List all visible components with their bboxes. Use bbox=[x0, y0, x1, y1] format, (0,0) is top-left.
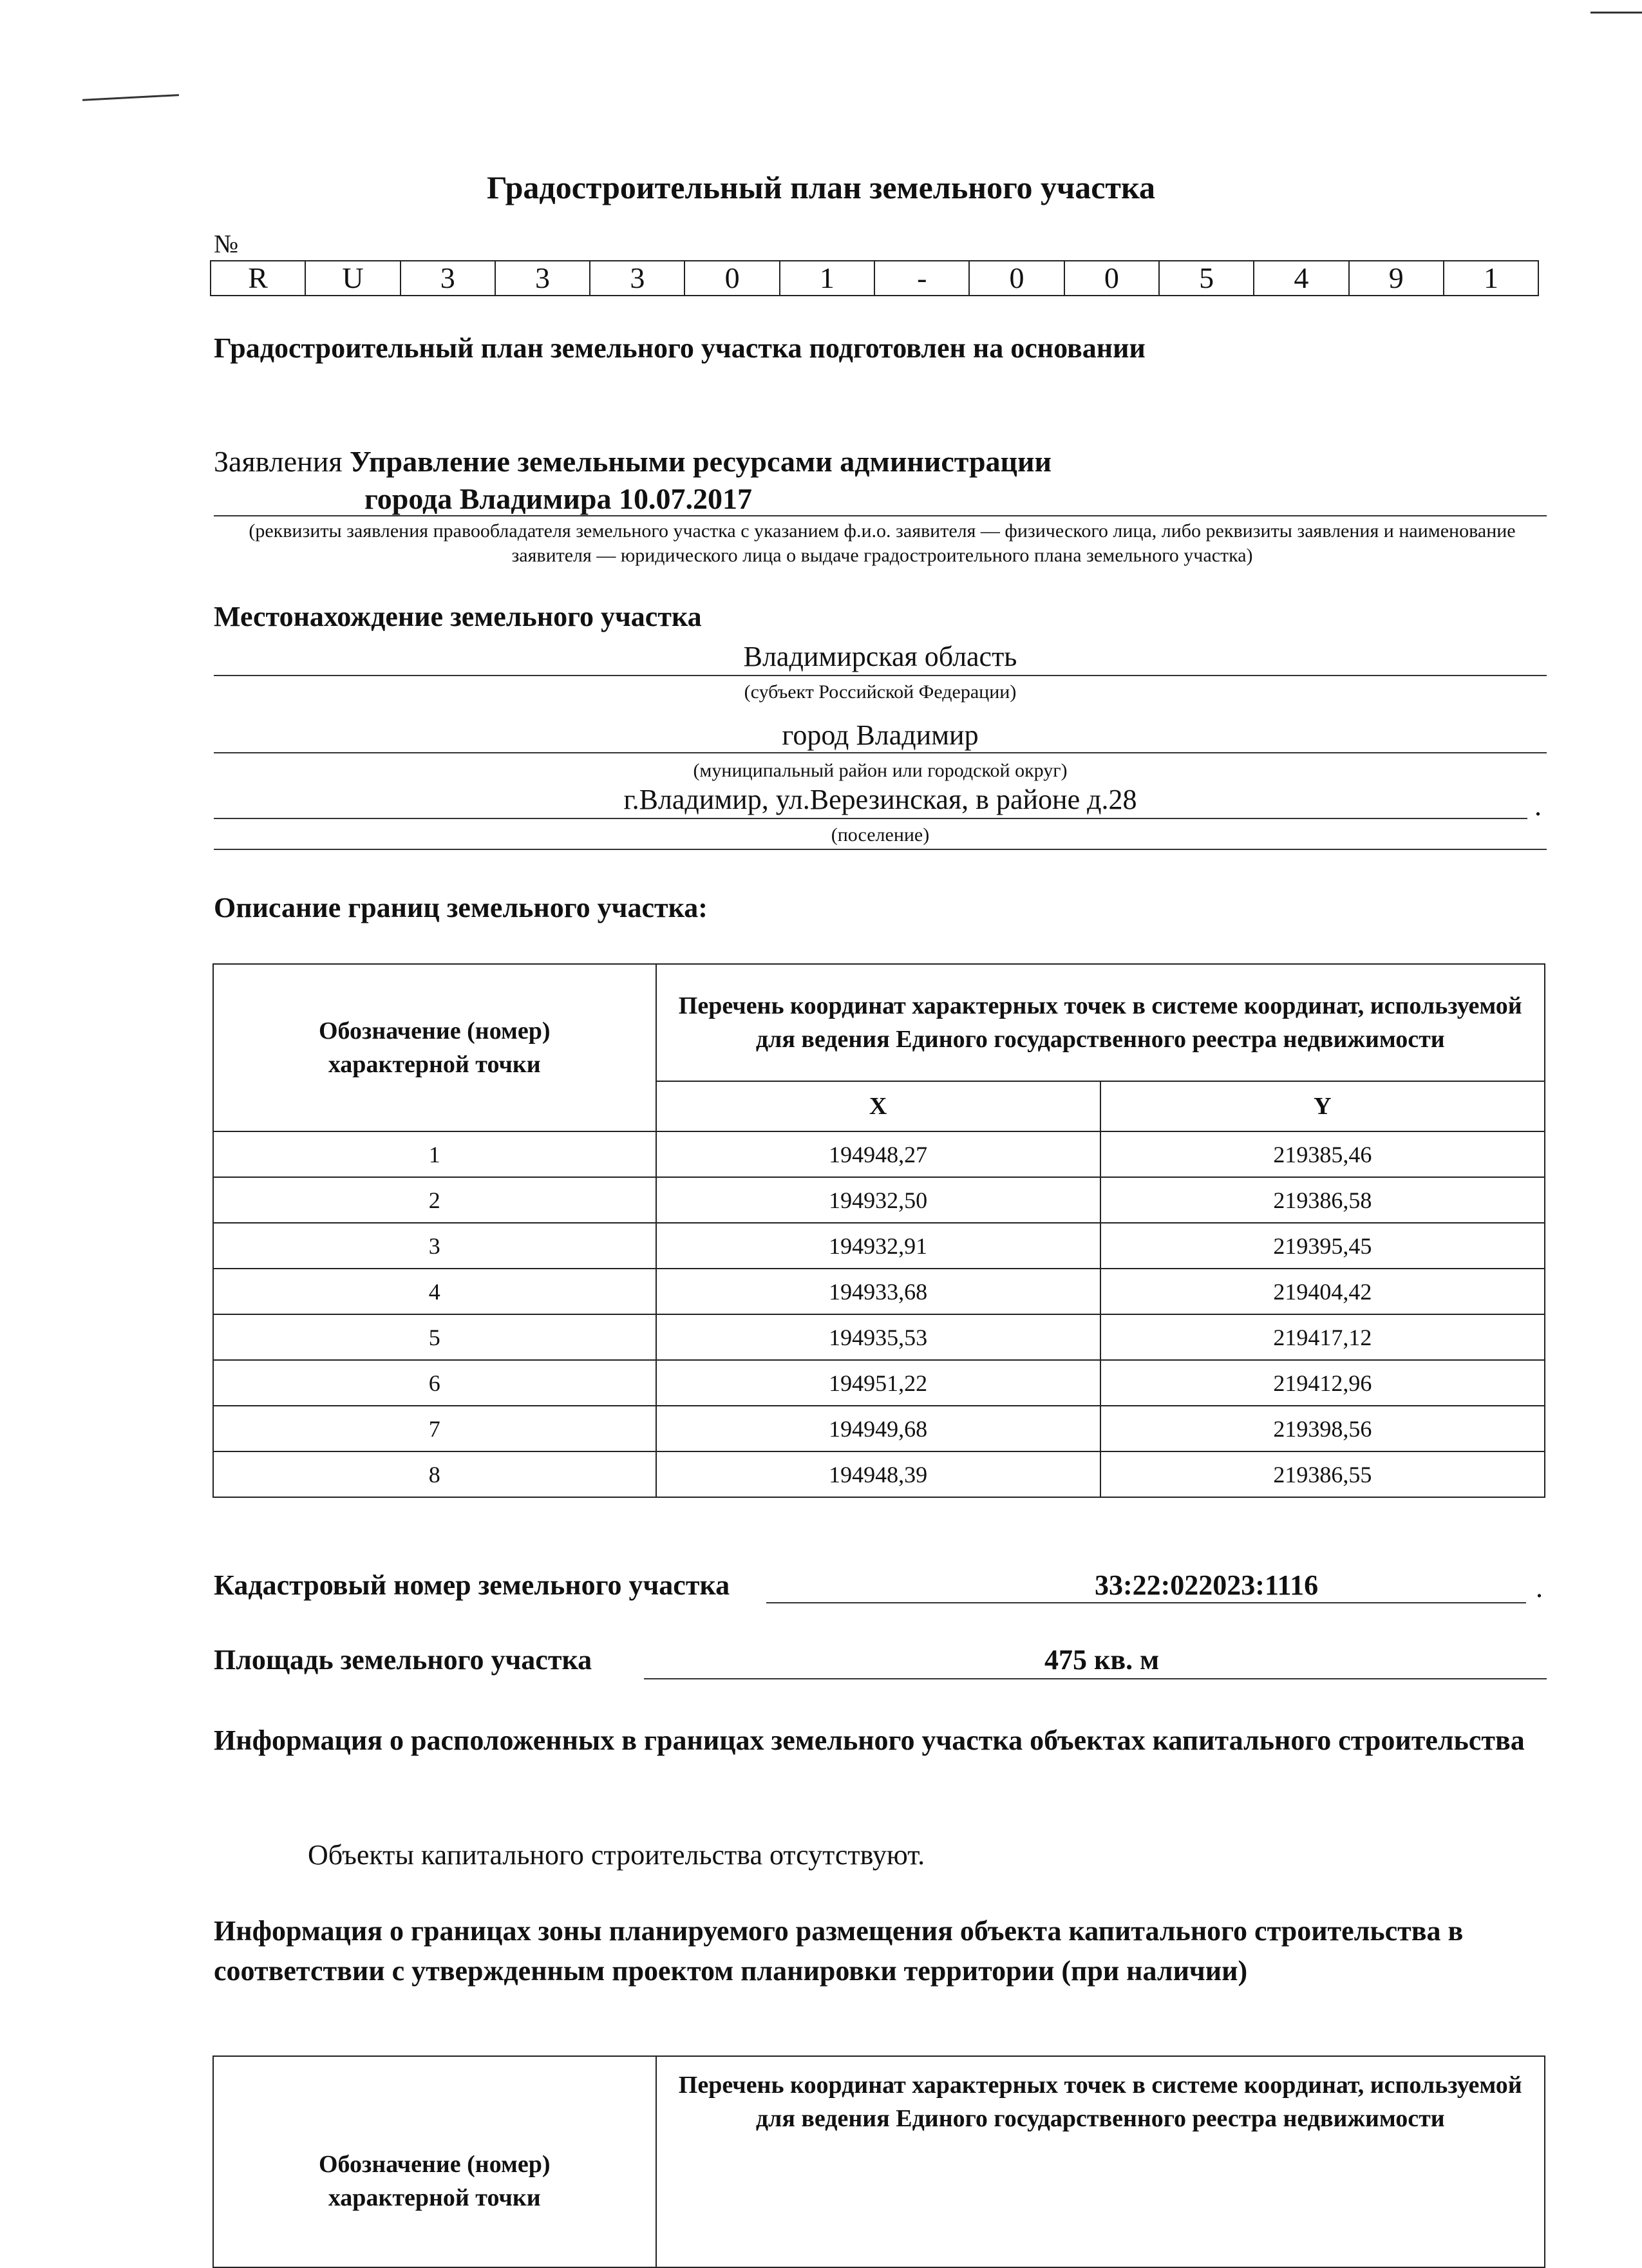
plan-number-cell: 4 bbox=[1254, 261, 1348, 296]
table-row bbox=[213, 1269, 1545, 1314]
application-underline bbox=[214, 515, 1547, 516]
settlement-value: г.Владимир, ул.Верезинская, в районе д.28 bbox=[623, 784, 1137, 815]
cadastral-underline bbox=[766, 1602, 1526, 1603]
col-header-point: Обозначение (номер) характерной точки bbox=[213, 964, 656, 1131]
capital-objects-heading: Информация о расположенных в границах земельного участка объектах капитального строительства bbox=[214, 1725, 1525, 1756]
area-label: Площадь земельного участка bbox=[214, 1644, 592, 1676]
table-row bbox=[213, 1314, 1545, 1360]
plan-number-cell: 9 bbox=[1349, 261, 1444, 296]
point-number-cell: 1 bbox=[213, 1131, 656, 1177]
coord-y-cell: 219395,45 bbox=[1100, 1223, 1545, 1269]
capital-objects-text: Объекты капитального строительства отсутствуют. bbox=[308, 1839, 925, 1871]
plan-number-cell: U bbox=[305, 261, 400, 296]
basis-heading: Градостроительный план земельного участка подготовлен на основании bbox=[214, 332, 1146, 364]
point-number-cell: 8 bbox=[213, 1451, 656, 1497]
coord-x-cell: 194949,68 bbox=[656, 1406, 1100, 1451]
plan-number-cell: 1 bbox=[780, 261, 874, 296]
point-number-cell: 4 bbox=[213, 1269, 656, 1314]
district-caption: (муниципальный район или городской округ) bbox=[693, 760, 1068, 781]
application-applicant: Управление земельными ресурсами администрации bbox=[350, 445, 1052, 478]
point-number-cell: 3 bbox=[213, 1223, 656, 1269]
plan-number-cell: 3 bbox=[401, 261, 495, 296]
plan-number-cell: 0 bbox=[684, 261, 779, 296]
district-value: город Владимир bbox=[782, 719, 979, 751]
district-underline bbox=[214, 752, 1547, 753]
plan-number-cell: 5 bbox=[1159, 261, 1254, 296]
settlement-bottom-line bbox=[214, 849, 1547, 850]
coord-x-cell: 194948,39 bbox=[656, 1451, 1100, 1497]
region-value: Владимирская область bbox=[743, 641, 1017, 672]
plan-number-grid bbox=[210, 260, 1539, 296]
table-row bbox=[213, 1131, 1545, 1177]
area-underline bbox=[644, 1678, 1547, 1679]
coord-y-cell: 219417,12 bbox=[1100, 1314, 1545, 1360]
cadastral-label: Кадастровый номер земельного участка bbox=[214, 1569, 730, 1601]
settlement-underline bbox=[214, 818, 1527, 819]
table-row bbox=[213, 1223, 1545, 1269]
coord-x-cell: 194932,50 bbox=[656, 1177, 1100, 1223]
coord-x-cell: 194948,27 bbox=[656, 1131, 1100, 1177]
document-title: Градостроительный план земельного участка bbox=[486, 169, 1156, 205]
planned-zone-heading: Информация о границах зоны планируемого размещения объекта капитального строительства в соответствии с утвержденным проектом планировки территории (при наличии) bbox=[214, 1915, 1464, 1987]
location-heading: Местонахождение земельного участка bbox=[214, 601, 702, 632]
cadastral-value: 33:22:022023:1116 bbox=[1095, 1569, 1319, 1601]
scan-mark-top-left bbox=[82, 94, 179, 101]
application-line1 bbox=[214, 444, 1052, 478]
coord-x-cell: 194933,68 bbox=[656, 1269, 1100, 1314]
coord-x-cell: 194951,22 bbox=[656, 1360, 1100, 1406]
plan-number-cell: 0 bbox=[1064, 261, 1159, 296]
plan-number-cell: R bbox=[211, 261, 305, 296]
table-row bbox=[213, 1406, 1545, 1451]
cadastral-end-dot: . bbox=[1536, 1572, 1543, 1603]
coord-y-cell: 219386,55 bbox=[1100, 1451, 1545, 1497]
col-header-coords: Перечень координат характерных точек в системе координат, используемой для ведения Единого государственного реестра недвижимости bbox=[656, 964, 1545, 1081]
settlement-caption: (поселение) bbox=[831, 824, 930, 846]
coord-y-cell: 219404,42 bbox=[1100, 1269, 1545, 1314]
coord-x-cell: 194932,91 bbox=[656, 1223, 1100, 1269]
table-row bbox=[213, 1451, 1545, 1497]
plan-number-cell: 3 bbox=[495, 261, 590, 296]
planned-col-header-point: Обозначение (номер) характерной точки bbox=[213, 2056, 656, 2267]
point-number-cell: 6 bbox=[213, 1360, 656, 1406]
plan-number-cell: 3 bbox=[590, 261, 684, 296]
col-header-x: X bbox=[656, 1081, 1100, 1131]
col-header-y: Y bbox=[1100, 1081, 1545, 1131]
point-number-cell: 2 bbox=[213, 1177, 656, 1223]
boundaries-heading: Описание границ земельного участка: bbox=[214, 892, 708, 923]
planned-col-header-coords: Перечень координат характерных точек в системе координат, используемой для ведения Единого государственного реестра недвижимости bbox=[656, 2056, 1545, 2267]
table-row bbox=[213, 1177, 1545, 1223]
settlement-end-dot: . bbox=[1534, 790, 1542, 822]
coord-y-cell: 219385,46 bbox=[1100, 1131, 1545, 1177]
plan-number-cell: - bbox=[874, 261, 969, 296]
plan-number-cell: 1 bbox=[1444, 261, 1538, 296]
application-applicant-cont: города Владимира 10.07.2017 bbox=[364, 482, 752, 515]
table-row bbox=[213, 1360, 1545, 1406]
planned-zone-table bbox=[212, 2055, 1545, 2268]
scan-mark-top-right bbox=[1590, 12, 1642, 14]
area-value: 475 кв. м bbox=[1044, 1644, 1160, 1676]
coord-y-cell: 219412,96 bbox=[1100, 1360, 1545, 1406]
region-underline bbox=[214, 675, 1547, 676]
application-note: (реквизиты заявления правообладателя земельного участка с указанием ф.и.о. заявителя — физического лица, либо реквизиты заявления и наименование заявителя — юридического лица о выдаче градостроительного плана земельного участка) bbox=[249, 520, 1516, 566]
region-caption: (субъект Российской Федерации) bbox=[744, 681, 1017, 703]
coord-x-cell: 194935,53 bbox=[656, 1314, 1100, 1360]
plan-number-cell: 0 bbox=[969, 261, 1064, 296]
point-number-cell: 7 bbox=[213, 1406, 656, 1451]
number-label: № bbox=[214, 229, 239, 258]
coord-y-cell: 219398,56 bbox=[1100, 1406, 1545, 1451]
boundaries-table bbox=[212, 963, 1545, 1498]
point-number-cell: 5 bbox=[213, 1314, 656, 1360]
coord-y-cell: 219386,58 bbox=[1100, 1177, 1545, 1223]
application-prefix: Заявления bbox=[214, 445, 343, 478]
